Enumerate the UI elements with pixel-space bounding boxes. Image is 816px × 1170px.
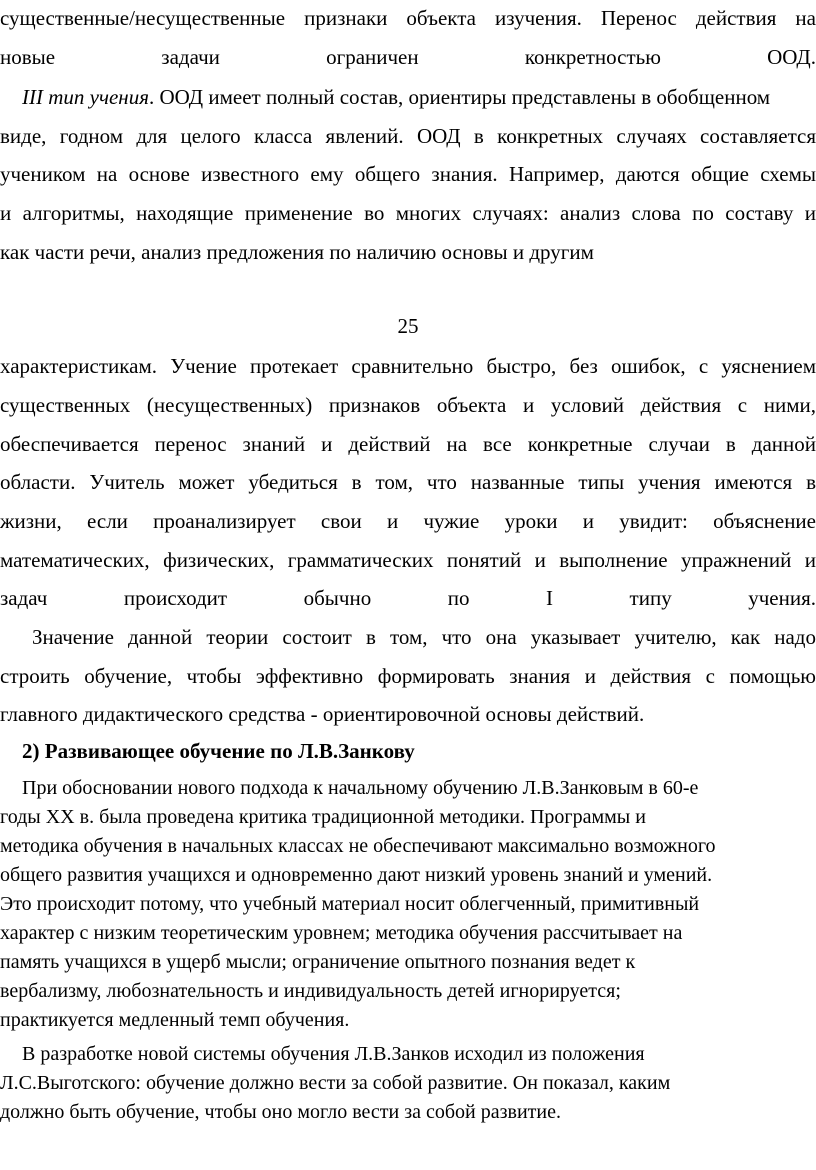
text-line: задач происходит обычно по I типу учения. [0,586,816,610]
text-line: Это происходит потому, что учебный материал носит облегченный, примитивный [0,893,700,915]
section-heading: 2) Развивающее обучение по Л.В.Занкову [22,739,415,763]
text-line [22,85,816,109]
text-line: Значение данной теории состоит в том, что она указывает учителю, как надо [32,625,816,649]
text-line: характеристикам. Учение протекает сравнительно быстро, без ошибок, с уяснением [0,354,816,378]
text-line: обеспечивается перенос знаний и действий на все конкретные случаи в данной [0,432,816,456]
text-line: В разработке новой системы обучения Л.В.Занков исходил из положения [22,1043,645,1065]
text-line: учеником на основе известного ему общего знания. Например, даются общие схемы [0,162,816,186]
type3-label: III тип учения [22,85,149,109]
text-line: существенные/несущественные признаки объекта изучения. Перенос действия на [0,6,816,30]
text-line: память учащихся в ущерб мысли; ограничение опытного познания ведет к [0,951,636,973]
text-line: Л.С.Выготского: обучение должно вести за собой развитие. Он показал, каким [0,1072,671,1094]
text-line: существенных (несущественных) признаков объекта и условий действия с ними, [0,393,816,417]
text-line: вербализму, любознательность и индивидуальность детей игнорируется; [0,980,621,1002]
text-line: должно быть обучение, чтобы оно могло вести за собой развитие. [0,1101,561,1123]
text-line: области. Учитель может убедиться в том, что названные типы учения имеются в [0,470,816,494]
text-line: главного дидактического средства - ориентировочной основы действий. [0,702,645,726]
text-line: новые задачи ограничен конкретностью ООД. [0,45,816,69]
text-line: При обосновании нового подхода к начальному обучению Л.В.Занковым в 60-е [22,777,699,799]
text-line: жизни, если проанализирует свои и чужие уроки и увидит: объяснение [0,509,816,533]
text-line: как части речи, анализ предложения по наличию основы и другим [0,240,594,264]
text-line: характер с низким теоретическим уровнем; методика обучения рассчитывает на [0,922,683,944]
text-line: годы XX в. была проведена критика традиционной методики. Программы и [0,806,646,828]
text-line: общего развития учащихся и одновременно дают низкий уровень знаний и умений. [0,864,713,886]
type3-text: . ООД имеет полный состав, ориентиры представлены в обобщенном [148,85,771,109]
text-line: практикуется медленный темп обучения. [0,1009,350,1031]
text-line: математических, физических, грамматических понятий и выполнение упражнений и [0,548,816,572]
text-line: виде, годном для целого класса явлений. ООД в конкретных случаях составляется [0,124,816,148]
text-line: и алгоритмы, находящие применение во многих случаях: анализ слова по составу и [0,201,816,225]
page-number: 25 [397,314,419,338]
text-line: методика обучения в начальных классах не обеспечивают максимально возможного [0,835,716,857]
text-line: строить обучение, чтобы эффективно формировать знания и действия с помощью [0,664,816,688]
